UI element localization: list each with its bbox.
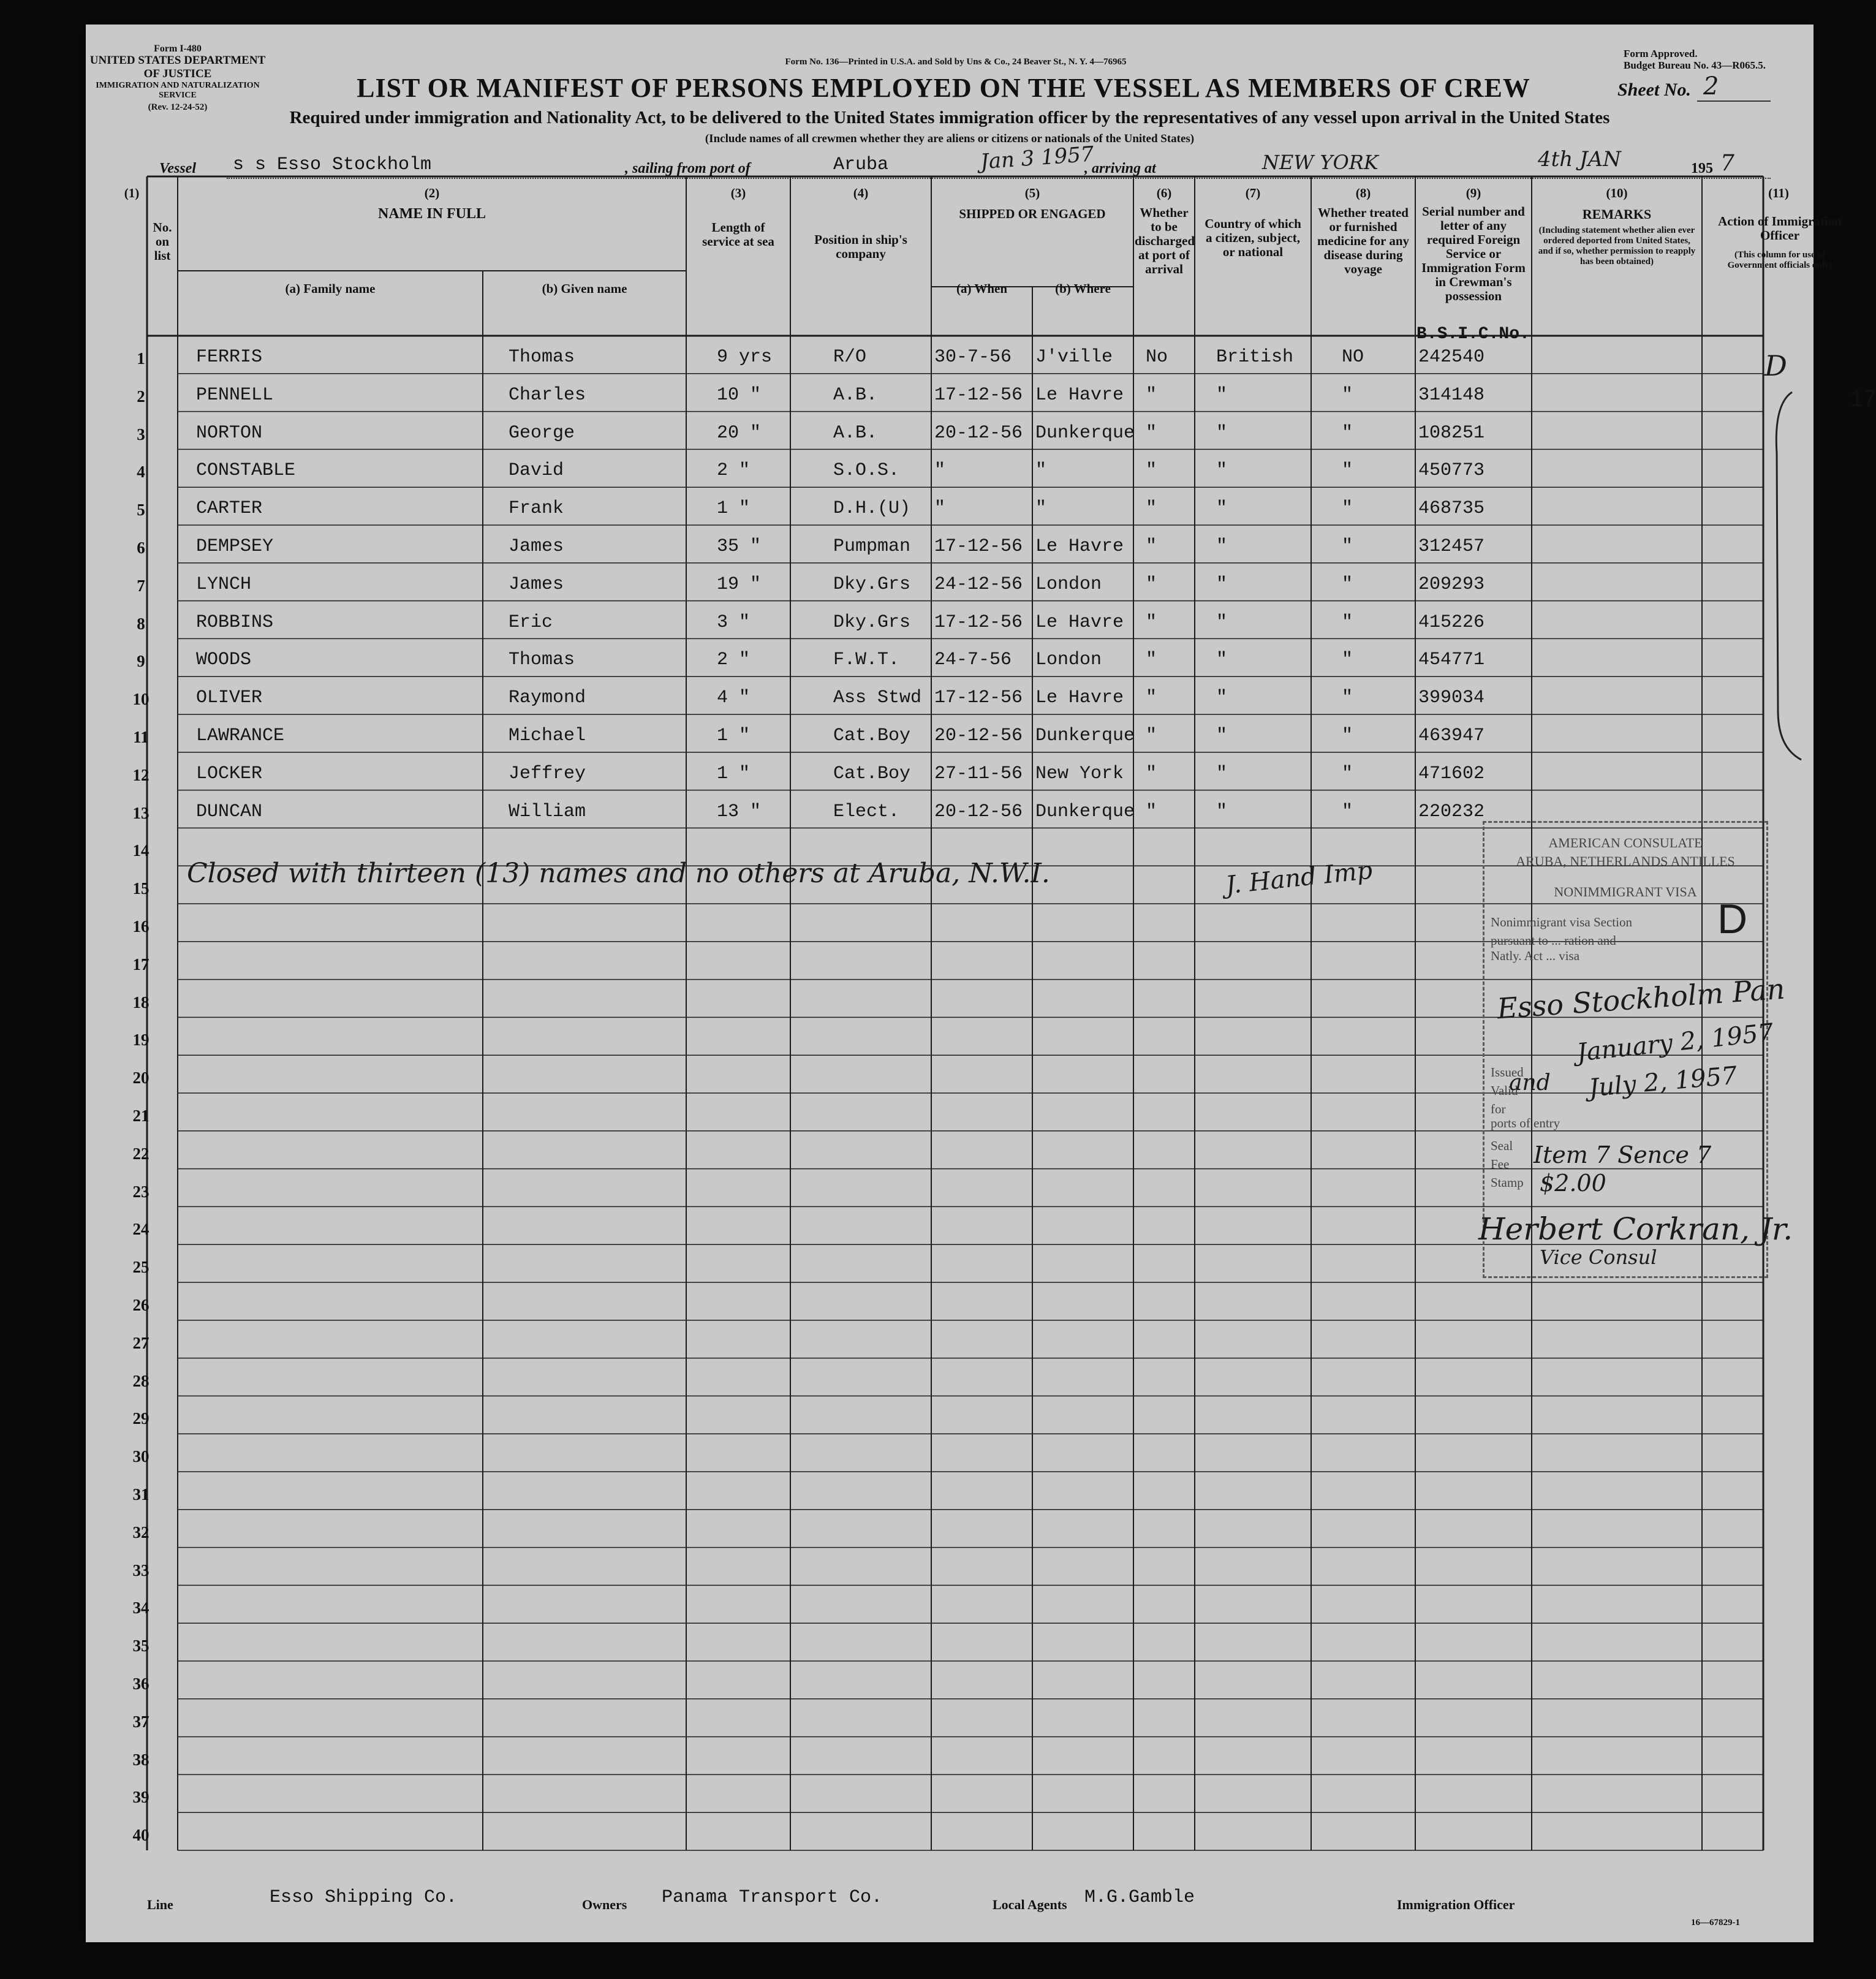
subtitle: Required under immigration and Nationality Act, to be delivered to the United States immigration officer by the representatives of any vessel upon arrival in the United States [289, 108, 1610, 127]
cell-country: " [1216, 763, 1228, 784]
cell-service: 2 " [717, 460, 751, 482]
cell-when: 20-12-56 [934, 422, 1023, 444]
stamp-line: Valid [1491, 1083, 1518, 1098]
col5b-header: (b) Where [1055, 281, 1111, 296]
cell-service: 20 " [717, 422, 762, 444]
vessel-label: Vessel [159, 161, 196, 176]
cell-discharge: " [1146, 536, 1157, 557]
cell-medicine: " [1342, 687, 1353, 709]
cell-medicine: " [1342, 422, 1353, 444]
row-number: 36 [132, 1674, 149, 1693]
cell-medicine: " [1342, 611, 1353, 633]
cell-country: " [1216, 649, 1228, 671]
cell-discharge: " [1146, 498, 1157, 520]
footer-line-label: Line [147, 1897, 173, 1912]
stamp-line: ARUBA, NETHERLANDS ANTILLES [1516, 853, 1735, 869]
row-number: 18 [132, 993, 149, 1012]
cell-given: Eric [509, 611, 553, 633]
footer-agents: M.G.Gamble [1084, 1887, 1195, 1908]
col4-number: (4) [853, 186, 869, 200]
row-number: 17 [132, 955, 149, 974]
cell-where: Le Havre [1035, 611, 1124, 633]
row-number: 38 [132, 1750, 149, 1769]
row-number: 21 [132, 1107, 149, 1125]
page-title: LIST OR MANIFEST OF PERSONS EMPLOYED ON THE VESSEL AS MEMBERS OF CREW [357, 73, 1530, 103]
cell-service: 19 " [717, 573, 762, 595]
cell-country: " [1216, 422, 1228, 444]
cell-medicine: " [1342, 498, 1353, 520]
cell-where: London [1035, 573, 1102, 595]
stamp-line: Fee [1491, 1157, 1510, 1171]
cell-medicine: " [1342, 801, 1353, 822]
cell-where: London [1035, 649, 1102, 671]
cell-service: 35 " [717, 536, 762, 557]
print-code: 16—67829-1 [1691, 1918, 1740, 1928]
cell-serial: 399034 [1418, 687, 1485, 709]
stamp-line: Nonimmigrant visa Section [1491, 915, 1632, 929]
cell-family: FERRIS [196, 347, 263, 368]
cell-serial: 468735 [1418, 498, 1485, 520]
row-number: 11 [133, 728, 149, 746]
cell-when: 17-12-56 [934, 536, 1023, 557]
printer-line: Form No. 136—Printed in U.S.A. and Sold by Uns & Co., 24 Beaver St., N. Y. 4—76965 [785, 57, 1127, 67]
col8-header: Whether treated or furnished medicine for any disease during voyage [1317, 205, 1410, 276]
cell-where: New York [1035, 763, 1124, 784]
cell-position: F.W.T. [833, 649, 900, 671]
cell-when: 24-12-56 [934, 573, 1023, 595]
col6-header: Whether to be discharged at port of arrival [1135, 205, 1195, 276]
cell-serial: 415226 [1418, 611, 1485, 633]
cell-country: British [1216, 347, 1294, 368]
cell-when: 30-7-56 [934, 347, 1012, 368]
action-mark: D [1764, 349, 1787, 382]
cell-country: " [1216, 611, 1228, 633]
cell-medicine: " [1342, 573, 1353, 595]
cell-service: 13 " [717, 801, 762, 822]
stamp-fee: $2.00 [1540, 1170, 1606, 1197]
cell-given: George [509, 422, 575, 444]
cell-given: James [509, 536, 564, 557]
cell-family: LAWRANCE [196, 725, 285, 746]
stamp-valid-date: July 2, 1957 [1587, 1061, 1739, 1103]
cell-medicine: " [1342, 649, 1353, 671]
row-number: 8 [137, 614, 145, 633]
stamp-mark: D [1717, 896, 1748, 942]
sailing-label: , sailing from port of [625, 161, 751, 176]
col5-number: (5) [1024, 186, 1040, 200]
cell-discharge: " [1146, 573, 1157, 595]
row-number: 23 [132, 1182, 149, 1201]
stamp-line: Seal [1491, 1138, 1513, 1153]
cell-service: 9 yrs [717, 347, 773, 368]
cell-discharge: " [1146, 687, 1157, 709]
cell-when: 27-11-56 [934, 763, 1023, 784]
col6-number: (6) [1156, 186, 1172, 200]
cell-given: Raymond [509, 687, 586, 709]
stamp-issue-date: January 2, 1957 [1575, 1018, 1775, 1067]
row-number: 20 [132, 1069, 149, 1088]
cell-serial: 463947 [1418, 725, 1485, 746]
cell-serial: 242540 [1418, 347, 1485, 368]
row-number: 16 [132, 917, 149, 936]
cell-discharge: " [1146, 460, 1157, 482]
row-number: 2 [137, 387, 145, 406]
footer-owners-label: Owners [582, 1897, 627, 1912]
cell-serial: 314148 [1418, 384, 1485, 406]
cell-country: " [1216, 498, 1228, 520]
cell-family: ROBBINS [196, 611, 274, 633]
cell-when: 24-7-56 [934, 649, 1012, 671]
cell-service: 1 " [717, 725, 751, 746]
row-number: 29 [132, 1409, 149, 1428]
cell-discharge: " [1146, 422, 1157, 444]
cell-serial: 209293 [1418, 573, 1485, 595]
cell-service: 1 " [717, 763, 751, 784]
row-number: 14 [132, 841, 149, 860]
cell-position: Dky.Grs [833, 611, 911, 633]
cell-family: WOODS [196, 649, 252, 671]
col10-number: (10) [1606, 186, 1628, 200]
stamp-line: NONIMMIGRANT VISA [1554, 884, 1697, 899]
cell-position: Pumpman [833, 536, 911, 557]
row-number: 22 [132, 1144, 149, 1163]
cell-where: Le Havre [1035, 687, 1124, 709]
row-number: 28 [132, 1371, 149, 1390]
cell-service: 10 " [717, 384, 762, 406]
cell-serial: 450773 [1418, 460, 1485, 482]
action-bracket [1740, 368, 1814, 772]
row-number: 31 [132, 1485, 149, 1504]
col2b-header: (b) Given name [542, 281, 627, 296]
cell-when: 17-12-56 [934, 611, 1023, 633]
col2a-header: (a) Family name [285, 281, 376, 296]
cell-service: 2 " [717, 649, 751, 671]
row-number: 37 [132, 1712, 149, 1731]
cell-serial: 454771 [1418, 649, 1485, 671]
cell-where: Le Havre [1035, 536, 1124, 557]
cell-discharge: " [1146, 611, 1157, 633]
service: IMMIGRATION AND NATURALIZATION SERVICE [96, 81, 260, 100]
cell-country: " [1216, 460, 1228, 482]
cell-discharge: " [1146, 384, 1157, 406]
cell-medicine: NO [1342, 347, 1364, 368]
cell-given: Jeffrey [509, 763, 586, 784]
cell-family: PENNELL [196, 384, 274, 406]
cell-where: Dunkerque [1035, 725, 1135, 746]
row-number: 39 [132, 1788, 149, 1807]
stamp-class: Item 7 Sence 7 [1534, 1141, 1712, 1168]
row-number: 26 [132, 1296, 149, 1314]
sheet-number: 2 [1703, 72, 1719, 100]
cell-medicine: " [1342, 763, 1353, 784]
cell-family: LYNCH [196, 573, 252, 595]
cell-discharge: " [1146, 801, 1157, 822]
row-number: 34 [132, 1599, 149, 1618]
cell-country: " [1216, 801, 1228, 822]
col2-header: NAME IN FULL [377, 206, 486, 222]
col11-header: Action of Immigration Officer [1718, 214, 1842, 243]
row-number: 25 [132, 1258, 149, 1277]
consul-signature: Herbert Corkran, Jr. [1478, 1211, 1793, 1247]
stamp-line: Issued [1491, 1065, 1524, 1080]
stamp-line: Stamp [1491, 1175, 1524, 1190]
revision: (Rev. 12-24-52) [148, 102, 208, 112]
cell-where: Dunkerque [1035, 801, 1135, 822]
cell-when: 20-12-56 [934, 801, 1023, 822]
col11-note: (This column for use of Government officials only) [1727, 250, 1833, 270]
row-number: 33 [132, 1561, 149, 1580]
cell-family: CONSTABLE [196, 460, 296, 482]
row-number: 7 [137, 576, 145, 595]
approval-line: Form Approved. [1624, 48, 1698, 59]
row-number: 5 [137, 501, 145, 520]
visa-stamp [1478, 821, 1793, 1278]
cell-where: " [1035, 460, 1047, 482]
sailing-port: Aruba [833, 154, 889, 175]
cell-service: 4 " [717, 687, 751, 709]
cell-discharge: No [1146, 347, 1168, 368]
cell-when: " [934, 460, 946, 482]
col4-header: Position in ship's company [814, 232, 907, 261]
footer-owners: Panama Transport Co. [662, 1887, 883, 1908]
cell-position: A.B. [833, 384, 878, 406]
cell-given: David [509, 460, 564, 482]
cell-discharge: " [1146, 763, 1157, 784]
row-number: 13 [132, 803, 149, 822]
col10-header: REMARKS [1582, 206, 1652, 222]
sailing-date-handwritten: Jan 3 1957 [979, 142, 1095, 175]
row-number: 10 [132, 690, 149, 709]
cell-family: CARTER [196, 498, 263, 520]
cell-given: Charles [509, 384, 586, 406]
col3-header: Length of service at sea [702, 220, 774, 249]
cell-country: " [1216, 573, 1228, 595]
year-suffix: 7 [1720, 151, 1734, 176]
row-number: 6 [137, 539, 145, 557]
cell-position: D.H.(U) [833, 498, 911, 520]
cell-serial: 312457 [1418, 536, 1485, 557]
cell-serial: 220232 [1418, 801, 1485, 822]
cell-position: A.B. [833, 422, 878, 444]
cell-country: " [1216, 384, 1228, 406]
subnote: (Include names of all crewmen whether they are aliens or citizens or nationals of the United States) [705, 132, 1195, 145]
col5a-header: (a) When [956, 281, 1008, 296]
cell-when: 17-12-56 [934, 384, 1023, 406]
arrival-day: 4th JAN [1538, 147, 1621, 172]
row-number: 12 [132, 765, 149, 784]
vessel-name: s s Esso Stockholm [233, 154, 432, 175]
row-number: 3 [137, 425, 145, 444]
cell-family: DUNCAN [196, 801, 263, 822]
closing-initials: J. Hand Imp [1224, 856, 1374, 900]
cell-family: DEMPSEY [196, 536, 274, 557]
footer-agents-label: Local Agents [993, 1897, 1067, 1912]
cell-where: " [1035, 498, 1047, 520]
cell-medicine: " [1342, 384, 1353, 406]
department: UNITED STATES DEPARTMENT OF JUSTICE [89, 54, 266, 80]
manifest-sheet [86, 25, 1876, 1942]
cell-position: S.O.S. [833, 460, 900, 482]
cell-given: William [509, 801, 586, 822]
row-number: 24 [132, 1220, 149, 1239]
col1-header: No. on list [153, 220, 172, 263]
action-count: 17 [1850, 386, 1876, 412]
col7-number: (7) [1245, 186, 1261, 200]
cell-position: Ass Stwd [833, 687, 922, 709]
col10-note: (Including statement whether alien ever ordered deported from United States, and if so, whether permission to reapply has been obtained) [1538, 225, 1696, 267]
cell-discharge: " [1146, 725, 1157, 746]
stamp-line: pursuant to ... ration and [1491, 933, 1616, 948]
col2-number: (2) [424, 186, 440, 200]
cell-service: 1 " [717, 498, 751, 520]
cell-given: Frank [509, 498, 564, 520]
cell-position: Cat.Boy [833, 725, 911, 746]
cell-given: Thomas [509, 649, 575, 671]
row-number: 27 [132, 1333, 149, 1352]
cell-position: Dky.Grs [833, 573, 911, 595]
cell-family: LOCKER [196, 763, 263, 784]
cell-family: NORTON [196, 422, 263, 444]
stamp-until: and [1509, 1070, 1551, 1095]
row-number: 9 [137, 652, 145, 671]
col3-number: (3) [730, 186, 746, 200]
serial-header: B.S.I.C.No. [1416, 325, 1530, 344]
cell-serial: 108251 [1418, 422, 1485, 444]
cell-position: R/O [833, 347, 867, 368]
col7-header: Country of which a citizen, subject, or national [1205, 216, 1301, 259]
arriving-label: , arriving at [1084, 161, 1156, 176]
budget-line: Budget Bureau No. 43—R065.5. [1624, 59, 1766, 71]
footer-line: Esso Shipping Co. [270, 1887, 458, 1908]
cell-given: James [509, 573, 564, 595]
consul-title: Vice Consul [1540, 1246, 1657, 1269]
cell-when: " [934, 498, 946, 520]
row-number: 15 [132, 879, 149, 898]
col8-number: (8) [1355, 186, 1371, 200]
row-number: 32 [132, 1523, 149, 1542]
cell-discharge: " [1146, 649, 1157, 671]
cell-medicine: " [1342, 536, 1353, 557]
cell-where: J'ville [1035, 347, 1113, 368]
cell-service: 3 " [717, 611, 751, 633]
col9-header: Serial number and letter of any required Foreign Service or Immigration Form in Crewman's possession [1421, 204, 1526, 303]
row-number: 4 [137, 463, 145, 482]
cell-given: Thomas [509, 347, 575, 368]
row-number: 30 [132, 1447, 149, 1466]
cell-country: " [1216, 725, 1228, 746]
cell-when: 17-12-56 [934, 687, 1023, 709]
row-number: 35 [132, 1637, 149, 1655]
col1-number: (1) [124, 186, 140, 200]
row-number: 1 [137, 349, 145, 368]
cell-country: " [1216, 536, 1228, 557]
cell-position: Cat.Boy [833, 763, 911, 784]
cell-medicine: " [1342, 460, 1353, 482]
form-number: Form I-480 [154, 44, 202, 54]
cell-serial: 471602 [1418, 763, 1485, 784]
col11-number: (11) [1768, 186, 1789, 200]
stamp-line: for [1491, 1102, 1506, 1116]
col5-header: SHIPPED OR ENGAGED [959, 206, 1106, 221]
stamp-vessel: Esso Stockholm Pan [1496, 972, 1786, 1026]
cell-when: 20-12-56 [934, 725, 1023, 746]
cell-position: Elect. [833, 801, 900, 822]
stamp-line: Natly. Act ... visa [1491, 948, 1580, 963]
footer-officer-label: Immigration Officer [1397, 1897, 1515, 1912]
cell-where: Le Havre [1035, 384, 1124, 406]
stamp-line: ports of entry [1491, 1116, 1560, 1130]
col9-number: (9) [1466, 186, 1481, 200]
cell-country: " [1216, 687, 1228, 709]
sheet-label: Sheet No. [1617, 80, 1691, 100]
year-prefix: 195 [1691, 161, 1713, 176]
cell-given: Michael [509, 725, 586, 746]
row-number: 40 [132, 1826, 149, 1845]
cell-family: OLIVER [196, 687, 263, 709]
row-number: 19 [132, 1031, 149, 1050]
cell-where: Dunkerque [1035, 422, 1135, 444]
closing-note: Closed with thirteen (13) names and no others at Aruba, N.W.I. [187, 858, 1050, 889]
cell-medicine: " [1342, 725, 1353, 746]
arriving-port: NEW YORK [1262, 151, 1379, 174]
stamp-line: AMERICAN CONSULATE [1548, 835, 1703, 850]
